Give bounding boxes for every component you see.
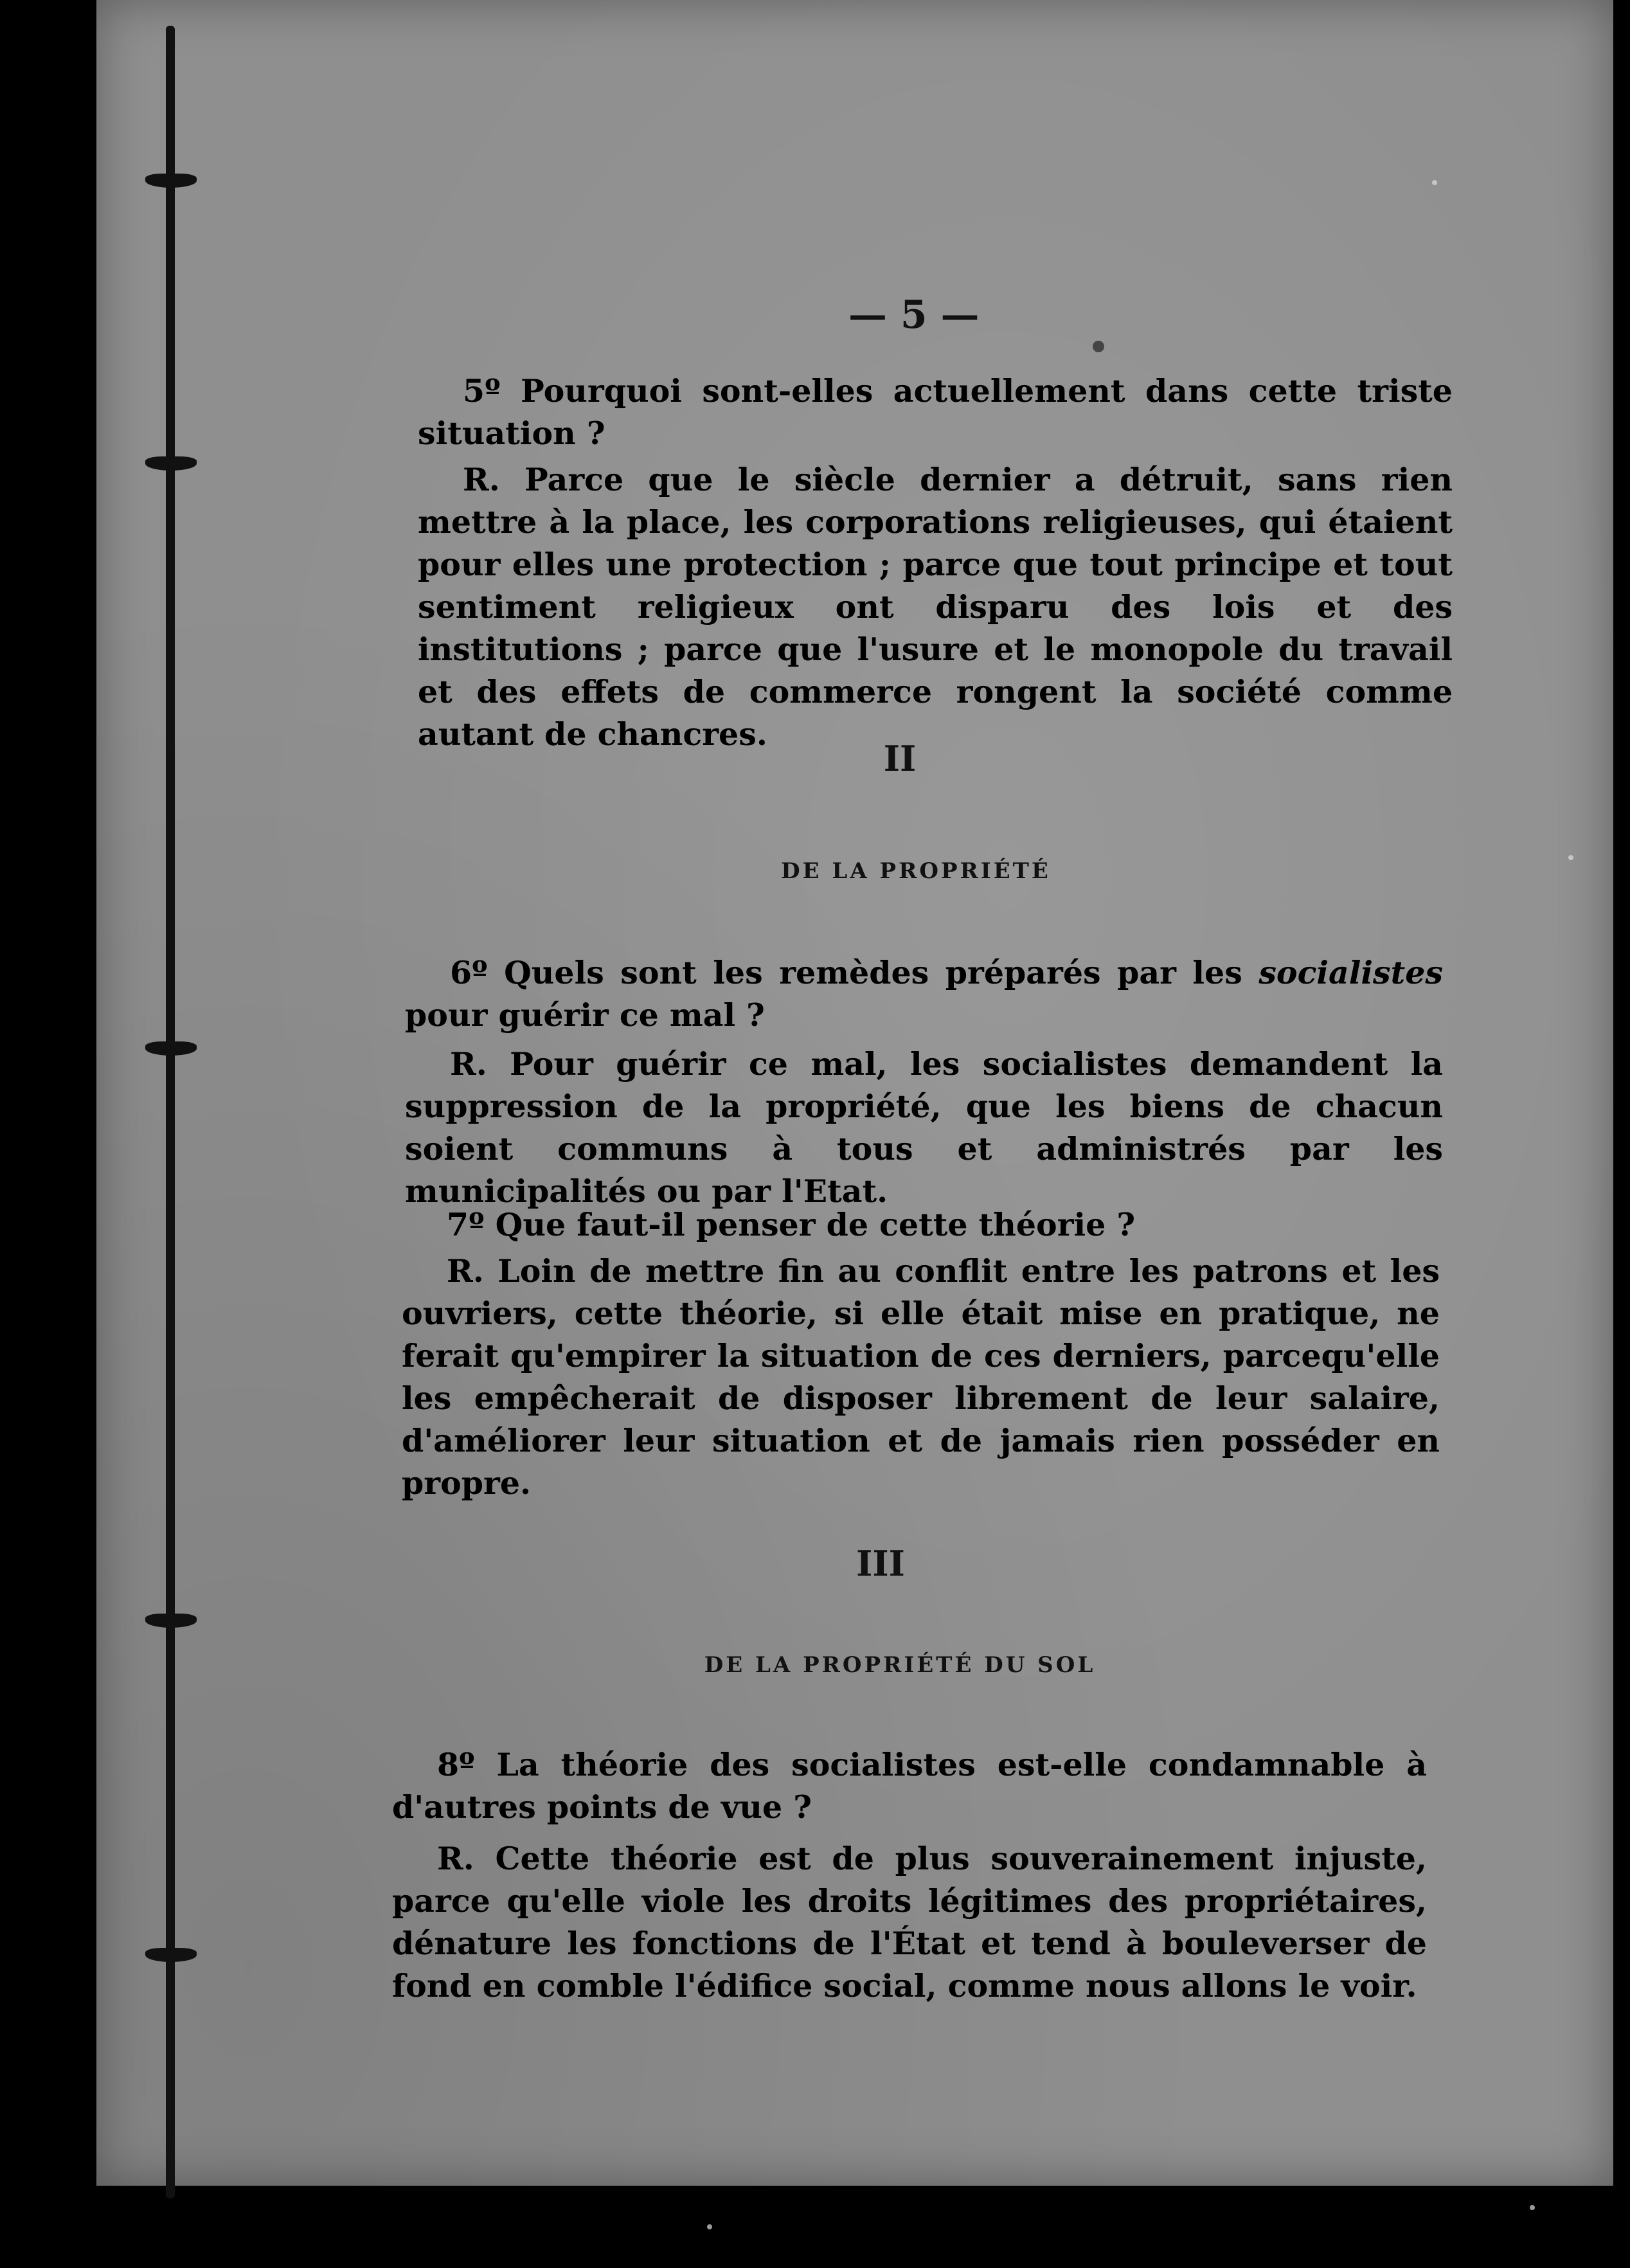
question-8: 8º La théorie des socialistes est-elle condamnable à d'autres points de vue ?	[392, 1746, 1427, 1826]
answer-8: R. Cette théorie est de plus souverainement injuste, parce qu'elle viole les droits légitimes des propriétaires, dénature les fonctions de l'État et tend à bouleverser de fond en comble l'édifice social, comme nous allons le voir.	[392, 1840, 1427, 2004]
question-6-text-start: 6º Quels sont les remèdes préparés par les	[450, 954, 1259, 991]
question-6	[405, 951, 1443, 1036]
dust-speck	[1530, 2205, 1535, 2210]
section-title-3: DE LA PROPRIÉTÉ DU SOL	[704, 1652, 1096, 1678]
question-5-block	[418, 370, 1453, 755]
question-6-emphasis: socialistes	[1258, 954, 1443, 991]
section-number-2: II	[883, 738, 917, 779]
binding-thread	[166, 26, 175, 2199]
binding-knot	[145, 1041, 197, 1056]
question-7-block	[402, 1203, 1440, 1504]
section-title-2: DE LA PROPRIÉTÉ	[781, 858, 1051, 884]
dust-speck	[1432, 180, 1437, 185]
page-number: — 5 —	[848, 292, 980, 338]
binding-knot	[145, 1614, 197, 1628]
question-5: 5º Pourquoi sont-elles actuellement dans cette triste situation ?	[418, 372, 1453, 452]
answer-5: R. Parce que le siècle dernier a détruit, sans rien mettre à la place, les corporations religieuses, qui étaient pour elles une protection ; parce que tout principe et tout sentiment religieux ont disparu des lois et des institutions ; parce que l'usure et le monopole du travail et des effets de commerce rongent la société comme autant de chancres.	[418, 461, 1453, 753]
answer-7: R. Loin de mettre fin au conflit entre les patrons et les ouvriers, cette théorie, si elle était mise en pratique, ne ferait qu'empirer la situation de ces derniers, parcequ'elle les empêcherait de disposer librement de leur salaire, d'améliorer leur situation et de jamais rien posséder en propre.	[402, 1252, 1440, 1502]
dust-speck	[1568, 855, 1573, 860]
dust-speck	[1093, 341, 1104, 352]
question-8-block	[392, 1743, 1427, 2007]
dust-speck	[707, 2224, 712, 2229]
binding-knot	[145, 174, 197, 188]
binding-knot	[145, 1948, 197, 1962]
answer-6: R. Pour guérir ce mal, les socialistes demandent la suppression de la propriété, que les biens de chacun soient communs à tous et administrés par les municipalités ou par l'Etat.	[405, 1045, 1443, 1210]
question-6-text-end: pour guérir ce mal ?	[405, 996, 765, 1034]
question-6-block	[405, 951, 1443, 1212]
section-number-3: III	[856, 1543, 905, 1584]
question-7: 7º Que faut-il penser de cette théorie ?	[447, 1206, 1136, 1243]
binding-knot	[145, 456, 197, 471]
